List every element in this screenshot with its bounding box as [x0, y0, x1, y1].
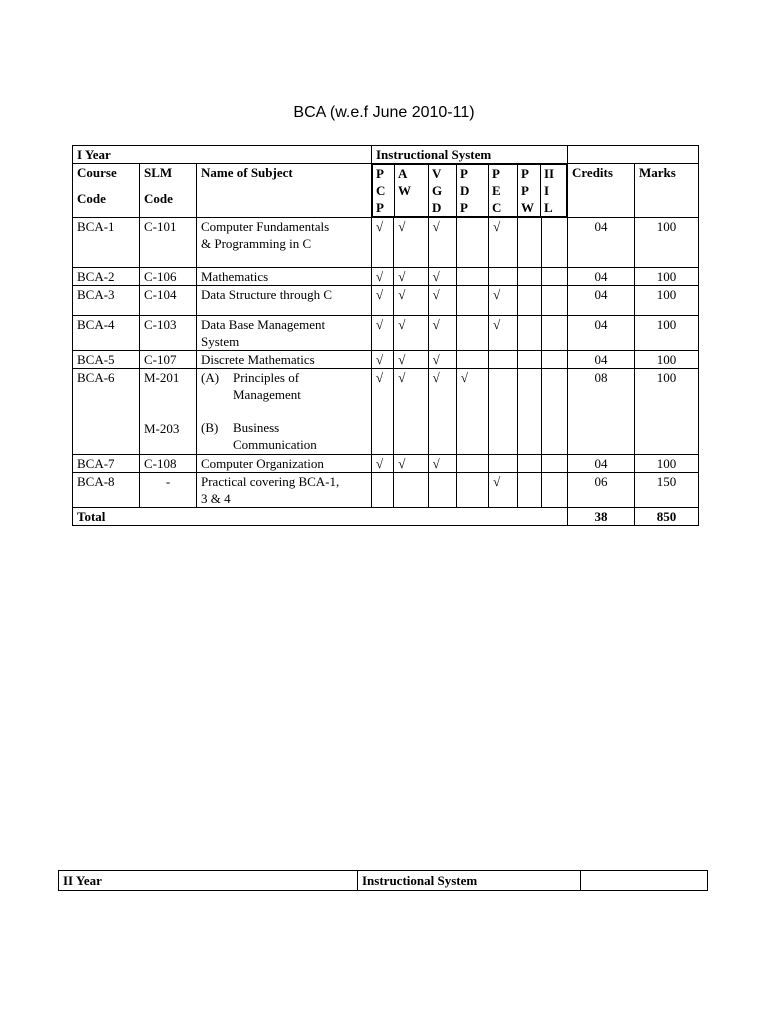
table-row: [73, 473, 699, 508]
course-code-cell: BCA-2: [73, 268, 140, 286]
tick-cell: [518, 351, 541, 369]
tick-cell: √: [394, 369, 428, 455]
tick-cell: √: [428, 286, 456, 316]
slm-code-cell: C-104: [140, 286, 197, 316]
tick-cell: [489, 369, 518, 455]
tick-cell: √: [394, 218, 428, 268]
marks-cell: 100: [635, 218, 699, 268]
course-code-cell: BCA-5: [73, 351, 140, 369]
tick-cell: √: [372, 455, 394, 473]
tick-cell: [456, 351, 488, 369]
system-header-4: P E C: [489, 165, 518, 217]
slm-code-cell: C-101: [140, 218, 197, 268]
marks-header: Marks: [635, 164, 699, 218]
tick-cell: √: [394, 455, 428, 473]
tick-cell: [541, 369, 567, 455]
tick-cell: √: [456, 369, 488, 455]
tick-cell: [456, 268, 488, 286]
system-header-2: V G D: [429, 165, 457, 217]
slm-code-cell: C-106: [140, 268, 197, 286]
tick-cell: [541, 351, 567, 369]
slm-code-cell: C-107: [140, 351, 197, 369]
year1-label: I Year: [73, 146, 372, 164]
tick-cell: [541, 218, 567, 268]
tick-cell: [489, 268, 518, 286]
tick-cell: √: [489, 316, 518, 351]
tick-cell: √: [428, 268, 456, 286]
marks-cell: 100: [635, 268, 699, 286]
total-credits: 38: [568, 508, 635, 526]
empty-header-cell: [568, 146, 699, 164]
tick-cell: [456, 455, 488, 473]
tick-cell: [518, 286, 541, 316]
table-row: [73, 316, 699, 351]
marks-cell: 100: [635, 316, 699, 351]
tick-cell: [428, 473, 456, 508]
tick-cell: [456, 316, 488, 351]
marks-cell: 100: [635, 351, 699, 369]
course-code-header: Course Code: [73, 164, 140, 218]
tick-cell: √: [428, 316, 456, 351]
credits-cell: 04: [568, 268, 635, 286]
tick-cell: √: [489, 286, 518, 316]
year2-label: II Year: [59, 871, 358, 891]
subject-name-cell: (A) Principles of Management (B) Business Communication: [197, 369, 372, 455]
marks-cell: 100: [635, 286, 699, 316]
course-code-cell: BCA-6: [73, 369, 140, 455]
tick-cell: [518, 473, 541, 508]
tick-cell: [489, 351, 518, 369]
tick-cell: √: [372, 268, 394, 286]
tick-cell: √: [428, 351, 456, 369]
tick-cell: [456, 473, 488, 508]
course-code-cell: BCA-8: [73, 473, 140, 508]
subject-name-cell: Discrete Mathematics: [197, 351, 372, 369]
course-code-cell: BCA-4: [73, 316, 140, 351]
tick-cell: √: [372, 351, 394, 369]
subject-name-header: Name of Subject: [197, 164, 372, 218]
tick-cell: [518, 268, 541, 286]
marks-cell: 100: [635, 369, 699, 455]
system-header-5: P P W: [518, 165, 541, 217]
tick-cell: [541, 473, 567, 508]
slm-code-cell: M-201 M-203: [140, 369, 197, 455]
tick-cell: √: [428, 455, 456, 473]
tick-cell: [489, 455, 518, 473]
tick-cell: [541, 316, 567, 351]
tick-cell: √: [372, 316, 394, 351]
table-row: [73, 286, 699, 316]
system-header-0: P C P: [373, 165, 395, 217]
tick-cell: √: [489, 473, 518, 508]
year2-empty-header-cell: [581, 871, 708, 891]
tick-cell: [518, 455, 541, 473]
course-code-cell: BCA-1: [73, 218, 140, 268]
credits-header: Credits: [568, 164, 635, 218]
table-row: [73, 218, 699, 268]
tick-cell: [456, 286, 488, 316]
table-row: [73, 268, 699, 286]
slm-code-cell: C-108: [140, 455, 197, 473]
slm-code-cell: -: [140, 473, 197, 508]
tick-cell: [394, 473, 428, 508]
year2-course-table: [58, 870, 708, 891]
table-row: [73, 369, 699, 455]
credits-cell: 04: [568, 455, 635, 473]
tick-cell: [541, 268, 567, 286]
tick-cell: [518, 369, 541, 455]
tick-cell: √: [394, 316, 428, 351]
credits-cell: 04: [568, 286, 635, 316]
credits-cell: 08: [568, 369, 635, 455]
tick-cell: √: [372, 218, 394, 268]
year2-instructional-system-header: Instructional System: [358, 871, 581, 891]
tick-cell: [541, 455, 567, 473]
slm-code-header: SLM Code: [140, 164, 197, 218]
instructional-system-header: Instructional System: [372, 146, 568, 164]
total-marks: 850: [635, 508, 699, 526]
subject-name-cell: Data Structure through C: [197, 286, 372, 316]
system-header-6: II I L: [541, 165, 567, 217]
course-code-cell: BCA-3: [73, 286, 140, 316]
system-headers: [372, 164, 568, 218]
tick-cell: [372, 473, 394, 508]
marks-cell: 150: [635, 473, 699, 508]
tick-cell: [518, 218, 541, 268]
credits-cell: 04: [568, 351, 635, 369]
credits-cell: 06: [568, 473, 635, 508]
tick-cell: √: [394, 268, 428, 286]
subject-name-cell: Mathematics: [197, 268, 372, 286]
total-row: [73, 508, 699, 526]
course-code-cell: BCA-7: [73, 455, 140, 473]
tick-cell: [456, 218, 488, 268]
tick-cell: [541, 286, 567, 316]
credits-cell: 04: [568, 316, 635, 351]
table-row: [73, 351, 699, 369]
document-title: BCA (w.e.f June 2010-11): [293, 104, 475, 121]
tick-cell: √: [428, 218, 456, 268]
subject-name-cell: Practical covering BCA-1, 3 & 4: [197, 473, 372, 508]
total-label: Total: [73, 508, 568, 526]
subject-name-cell: Computer Organization: [197, 455, 372, 473]
system-header-1: A W: [395, 165, 429, 217]
subject-name-cell: Data Base Management System: [197, 316, 372, 351]
tick-cell: [518, 316, 541, 351]
tick-cell: √: [372, 369, 394, 455]
subject-name-cell: Computer Fundamentals & Programming in C: [197, 218, 372, 268]
tick-cell: √: [372, 286, 394, 316]
tick-cell: √: [428, 369, 456, 455]
slm-code-cell: C-103: [140, 316, 197, 351]
year1-course-table: [72, 145, 699, 526]
marks-cell: 100: [635, 455, 699, 473]
tick-cell: √: [394, 351, 428, 369]
table-row: [73, 455, 699, 473]
tick-cell: √: [394, 286, 428, 316]
tick-cell: √: [489, 218, 518, 268]
system-header-3: P D P: [457, 165, 489, 217]
credits-cell: 04: [568, 218, 635, 268]
